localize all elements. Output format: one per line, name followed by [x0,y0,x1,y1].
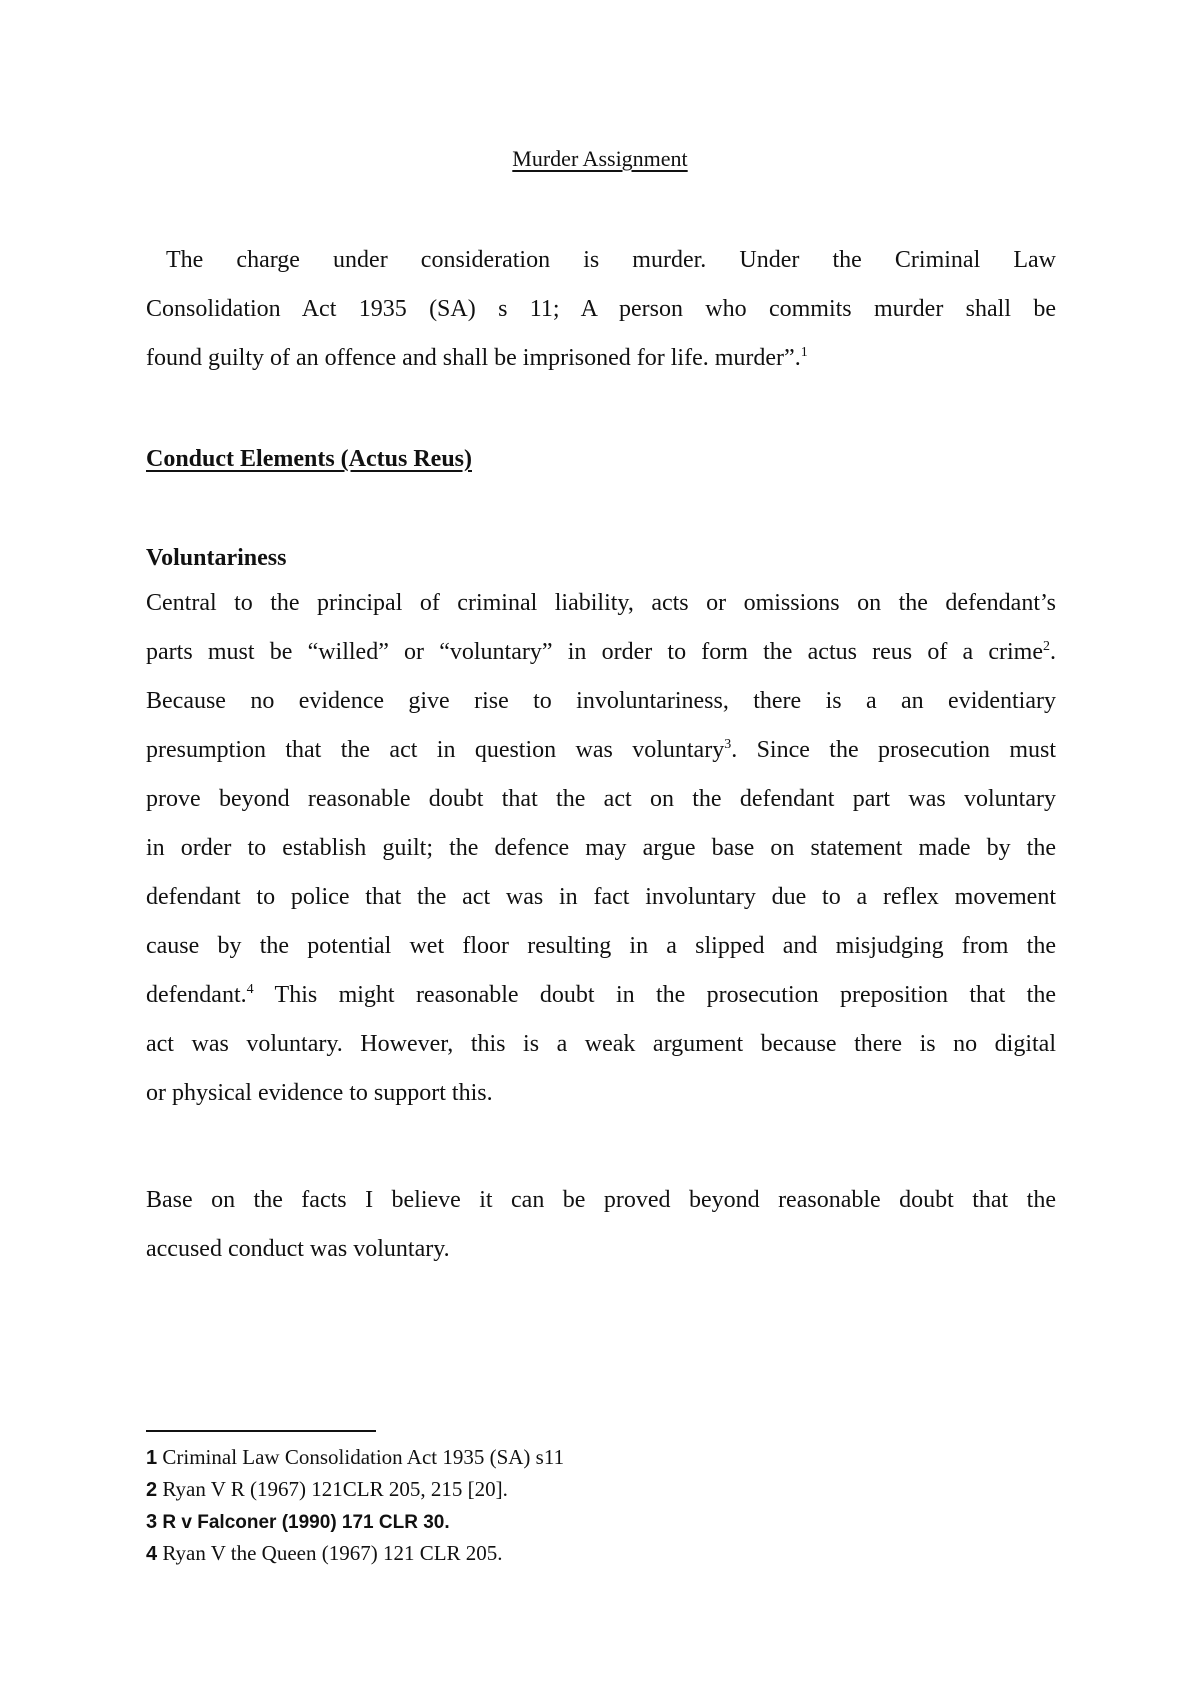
para1-line-6: in order to establish guilt; the defence may argue base on statement made by the [146,835,1056,861]
footnote-3-text: R v Falconer (1990) 171 CLR 30. [157,1512,450,1533]
footnote-3-number: 3 [146,1511,158,1533]
para1-line-3: Because no evidence give rise to involuntariness, there is a an evidentiary [146,688,1056,714]
para1-line-4-end: . Since the prosecution must [731,737,1056,763]
footnote-ref-2: 2 [1043,639,1050,654]
para1-line-1: Central to the principal of criminal liability, acts or omissions on the defendant’s [146,590,1056,616]
footnote-2 [146,1474,564,1506]
intro-line-2: Consolidation Act 1935 (SA) s 11; A person who commits murder shall be [146,296,1056,322]
heading-conduct-elements: Conduct Elements (Actus Reus) [146,446,472,472]
para1-line-9 [146,971,1056,1020]
para1-line-2-end: . [1050,639,1056,665]
para1-line-8: cause by the potential wet floor resulting in a slipped and misjudging from the [146,933,1056,959]
para1-line-11: or physical evidence to support this. [146,1080,493,1106]
para1-line-5: prove beyond reasonable doubt that the act on the defendant part was voluntary [146,786,1056,812]
footnote-2-number: 2 [146,1479,158,1501]
intro-line-3-text: found guilty of an offence and shall be imprisoned for life. murder”. [146,345,801,371]
para1-line-10: act was voluntary. However, this is a weak argument because there is no digital [146,1031,1056,1057]
footnote-separator [146,1430,376,1432]
footnotes [146,1442,564,1570]
para1-line-9-text: defendant. [146,982,247,1008]
para1-line-2 [146,628,1056,677]
footnote-1-text: Criminal Law Consolidation Act 1935 (SA) s11 [157,1445,565,1469]
para2-line-2: accused conduct was voluntary. [146,1236,450,1262]
footnote-4 [146,1538,564,1570]
heading-voluntariness: Voluntariness [146,545,287,571]
footnote-4-number: 4 [146,1543,158,1565]
intro-line-1: The charge under consideration is murder. Under the Criminal Law [166,247,1056,273]
footnote-ref-3: 3 [724,737,732,752]
footnote-3 [146,1506,564,1538]
footnote-1 [146,1442,564,1474]
voluntariness-paragraph [146,579,1056,1118]
para1-line-4 [146,726,1056,775]
document-title: Murder Assignment [512,146,688,171]
intro-paragraph [146,236,1056,383]
intro-line-3 [146,334,1056,383]
para1-line-2-text: parts must be “willed” or “voluntary” in order to form the actus reus of a crime [146,639,1043,665]
footnote-4-text: Ryan V the Queen (1967) 121 CLR 205. [157,1541,503,1565]
para1-line-7: defendant to police that the act was in fact involuntary due to a reflex movement [146,884,1056,910]
footnote-2-text: Ryan V R (1967) 121CLR 205, 215 [20]. [157,1477,508,1501]
footnote-1-number: 1 [146,1447,158,1469]
footnote-ref-1: 1 [800,345,808,360]
conclusion-paragraph [146,1176,1056,1274]
footnote-ref-4: 4 [246,982,254,997]
para2-line-1: Base on the facts I believe it can be proved beyond reasonable doubt that the [146,1187,1056,1213]
para1-line-9-end: This might reasonable doubt in the prosecution preposition that the [253,982,1056,1008]
para1-line-4-text: presumption that the act in question was voluntary [146,737,725,763]
